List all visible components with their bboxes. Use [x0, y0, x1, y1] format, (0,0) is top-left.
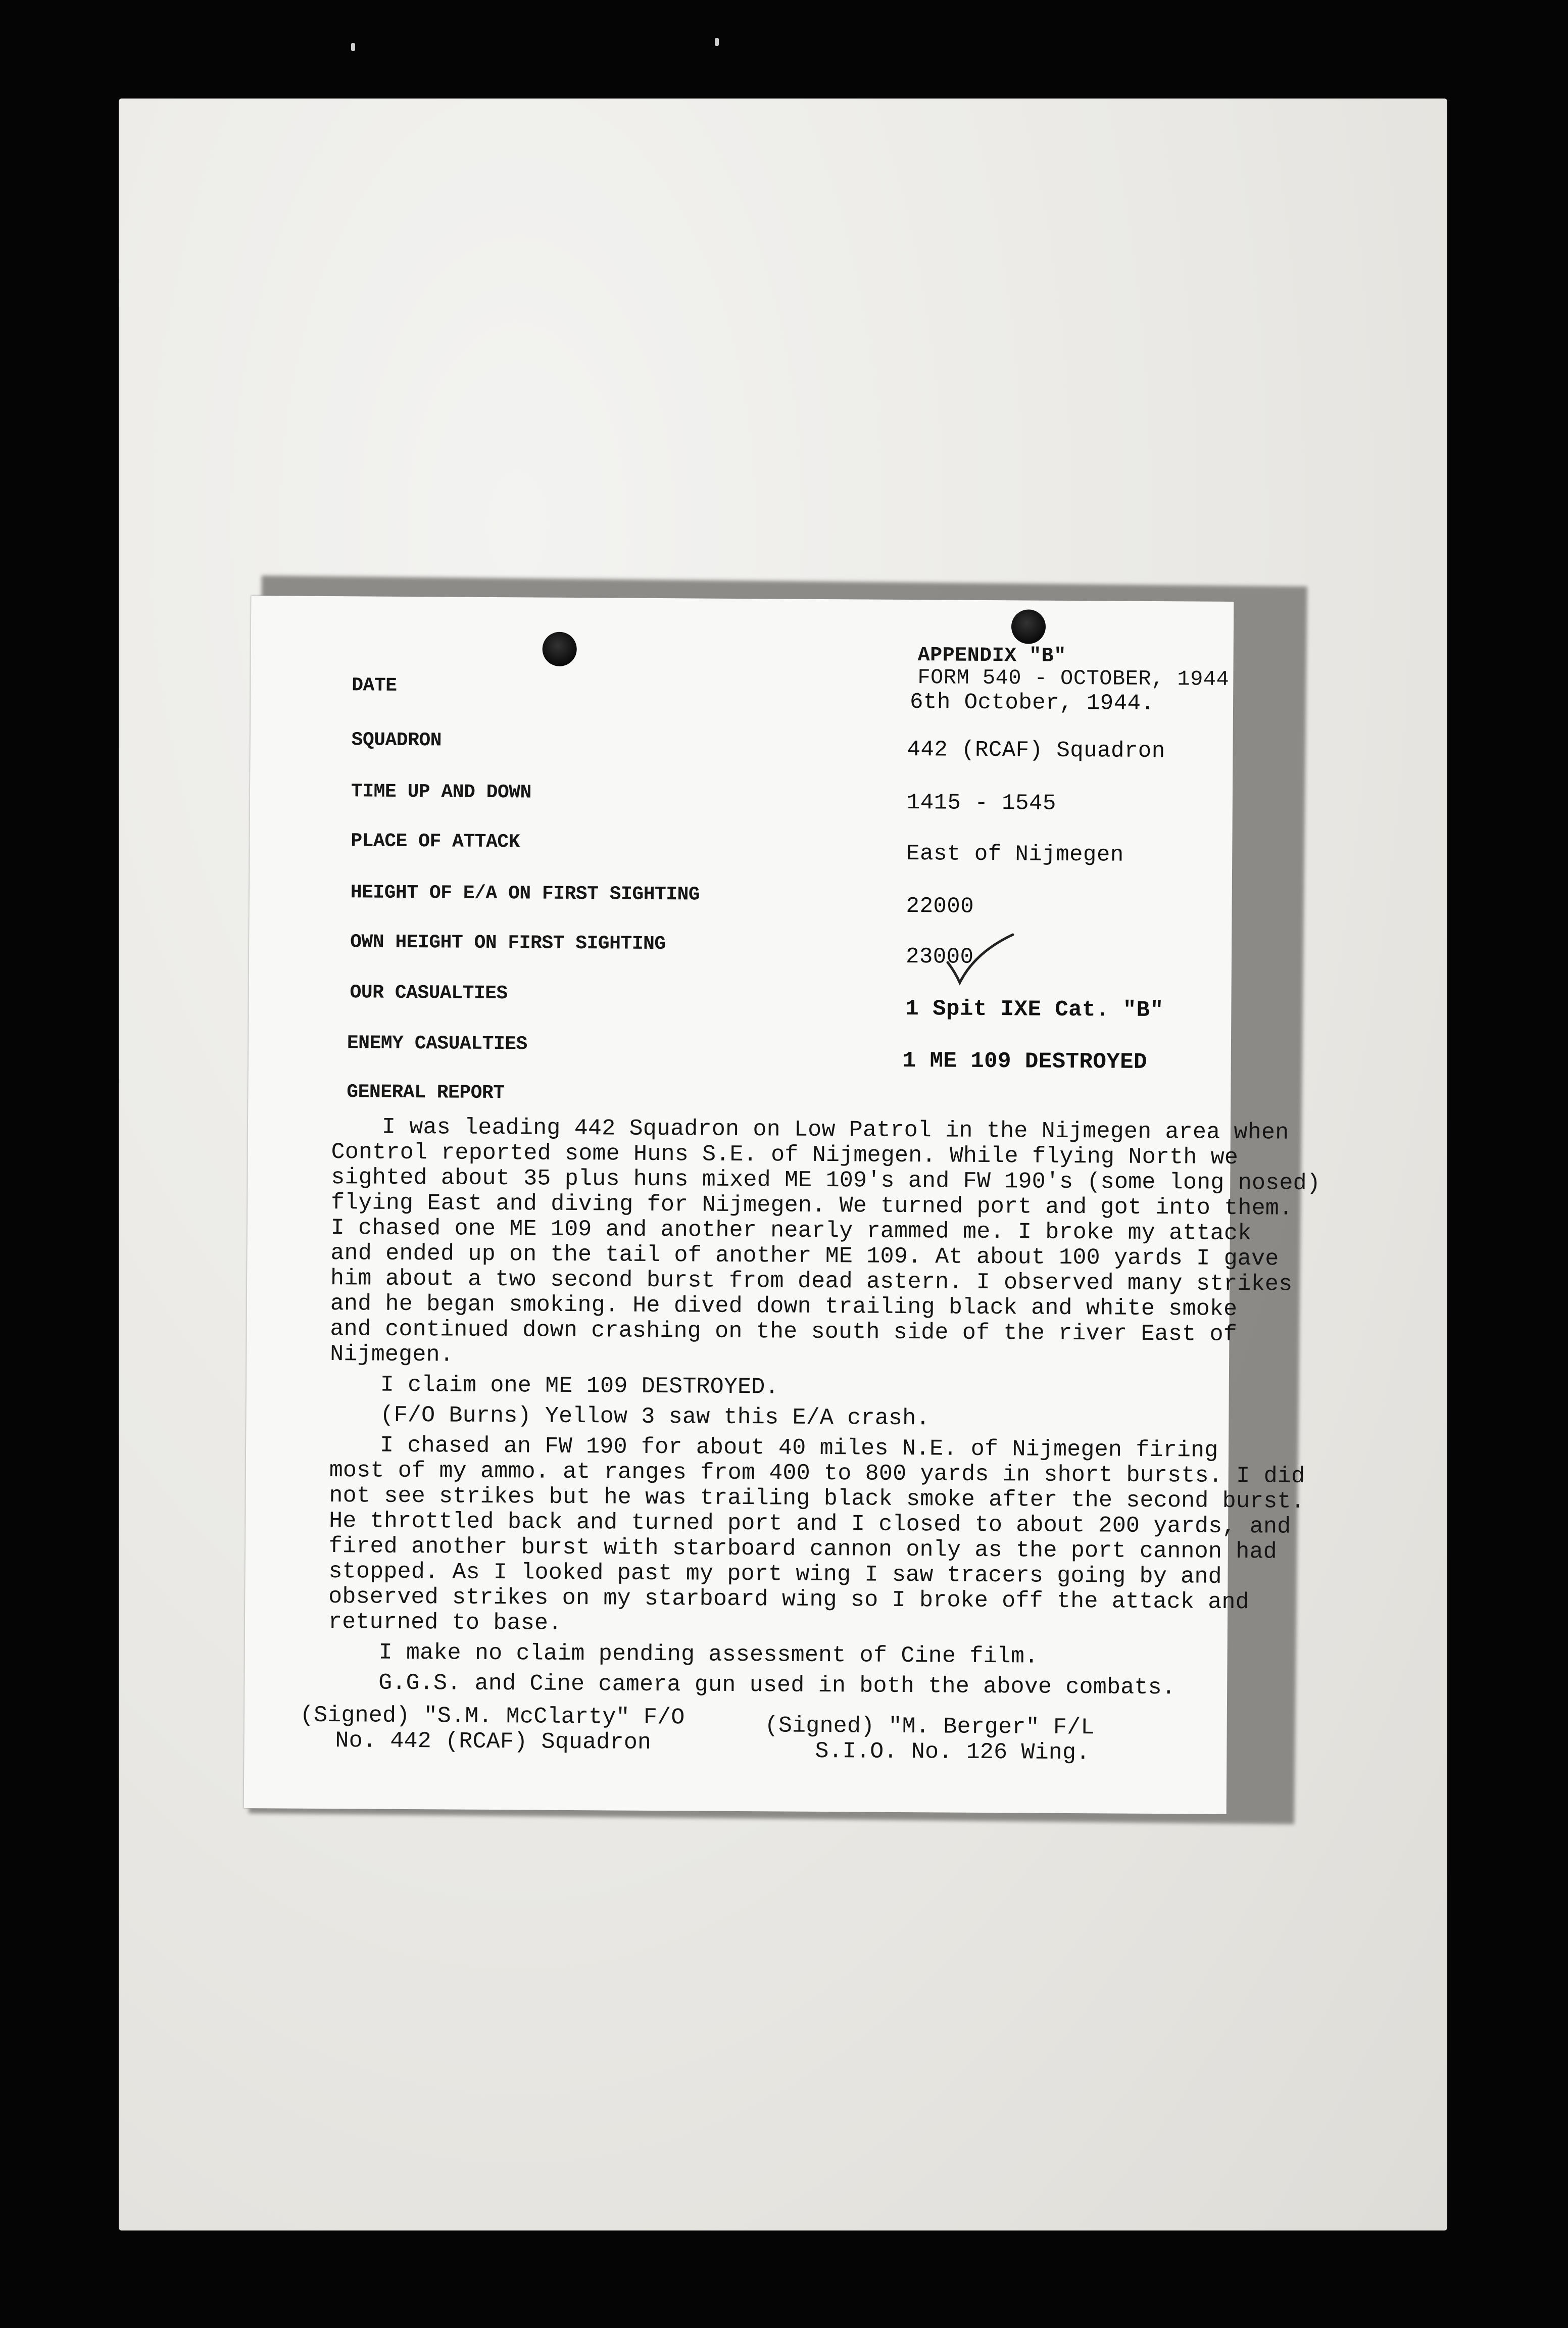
form-heading: FORM 540 - OCTOBER, 1944 — [917, 665, 1230, 692]
report-line: G.G.S. and Cine camera gun used in both the above combats. — [378, 1670, 1176, 1701]
field-label-enemy-casualties: ENEMY CASUALTIES — [347, 1032, 527, 1055]
field-label-our-casualties: OUR CASUALTIES — [350, 982, 508, 1005]
report-line: and continued down crashing on the south side of the river East of — [330, 1316, 1238, 1348]
signature-right-name: (Signed) "M. Berger" F/L — [764, 1713, 1095, 1741]
report-line: most of my ammo. at ranges from 400 to 800 yards in short bursts. I did — [329, 1458, 1305, 1489]
signature-left-unit: No. 442 (RCAF) Squadron — [335, 1728, 652, 1756]
report-line: stopped. As I looked past my port wing I saw tracers going by and — [328, 1559, 1222, 1590]
punch-hole-right — [1011, 609, 1046, 644]
field-label-place: PLACE OF ATTACK — [351, 830, 520, 853]
field-value-enemy-casualties: 1 ME 109 DESTROYED — [902, 1048, 1148, 1075]
field-value-date: 6th October, 1944. — [909, 690, 1155, 717]
report-line: I make no claim pending assessment of Cine film. — [378, 1639, 1039, 1670]
report-line: I claim one ME 109 DESTROYED. — [380, 1372, 779, 1400]
report-line: (F/O Burns) Yellow 3 saw this E/A crash. — [380, 1402, 930, 1432]
combat-report-document — [244, 596, 1321, 1814]
punch-hole-left — [543, 632, 577, 666]
field-label-date: DATE — [352, 674, 397, 697]
field-value-ea-height: 22000 — [906, 894, 974, 919]
field-label-time: TIME UP AND DOWN — [351, 781, 531, 804]
appendix-heading: APPENDIX "B" — [917, 644, 1066, 668]
report-heading: GENERAL REPORT — [347, 1081, 505, 1104]
report-line: Nijmegen. — [330, 1341, 454, 1368]
report-line: I was leading 442 Squadron on Low Patrol in the Nijmegen area when — [381, 1114, 1289, 1146]
film-speck — [351, 43, 355, 51]
field-label-ea-height: HEIGHT OF E/A ON FIRST SIGHTING — [350, 882, 700, 906]
field-value-squadron: 442 (RCAF) Squadron — [907, 737, 1165, 764]
signature-left-name: (Signed) "S.M. McClarty" F/O — [300, 1702, 685, 1731]
report-line: I chased an FW 190 for about 40 miles N.E. of Nijmegen firing — [379, 1432, 1218, 1464]
field-value-own-height: 23000 — [905, 944, 974, 970]
report-line: not see strikes but he was trailing black smoke after the second burst. — [329, 1483, 1305, 1515]
report-line: sighted about 35 plus huns mixed ME 109's and FW 190's (some long nosed) — [331, 1165, 1321, 1197]
field-label-own-height: OWN HEIGHT ON FIRST SIGHTING — [350, 931, 666, 955]
field-value-our-casualties: 1 Spit IXE Cat. "B" — [905, 996, 1164, 1024]
check-mark-icon — [945, 932, 1015, 988]
field-label-squadron: SQUADRON — [351, 729, 442, 752]
report-line: Control reported some Huns S.E. of Nijmegen. While flying North we — [331, 1139, 1239, 1171]
report-line: observed strikes on my starboard wing so I broke off the attack and — [328, 1584, 1250, 1616]
report-line: and ended up on the tail of another ME 109. At about 100 yards I gave — [330, 1240, 1279, 1272]
report-line: He throttled back and turned port and I closed to about 200 yards, and — [329, 1508, 1291, 1540]
report-line: returned to base. — [328, 1609, 562, 1636]
report-line: flying East and diving for Nijmegen. We turned port and got into them. — [330, 1190, 1293, 1222]
report-line: him about a two second burst from dead astern. I observed many strikes — [330, 1266, 1293, 1297]
report-line: fired another burst with starboard cannon only as the port cannon had — [328, 1533, 1278, 1565]
report-line: I chased one ME 109 and another nearly rammed me. I broke my attack — [330, 1215, 1252, 1247]
film-speck — [715, 38, 719, 46]
field-value-time: 1415 - 1545 — [906, 790, 1056, 816]
report-line: and he began smoking. He dived down trailing black and white smoke — [330, 1291, 1238, 1323]
field-value-place: East of Nijmegen — [906, 841, 1124, 868]
signature-right-unit: S.I.O. No. 126 Wing. — [815, 1738, 1090, 1766]
